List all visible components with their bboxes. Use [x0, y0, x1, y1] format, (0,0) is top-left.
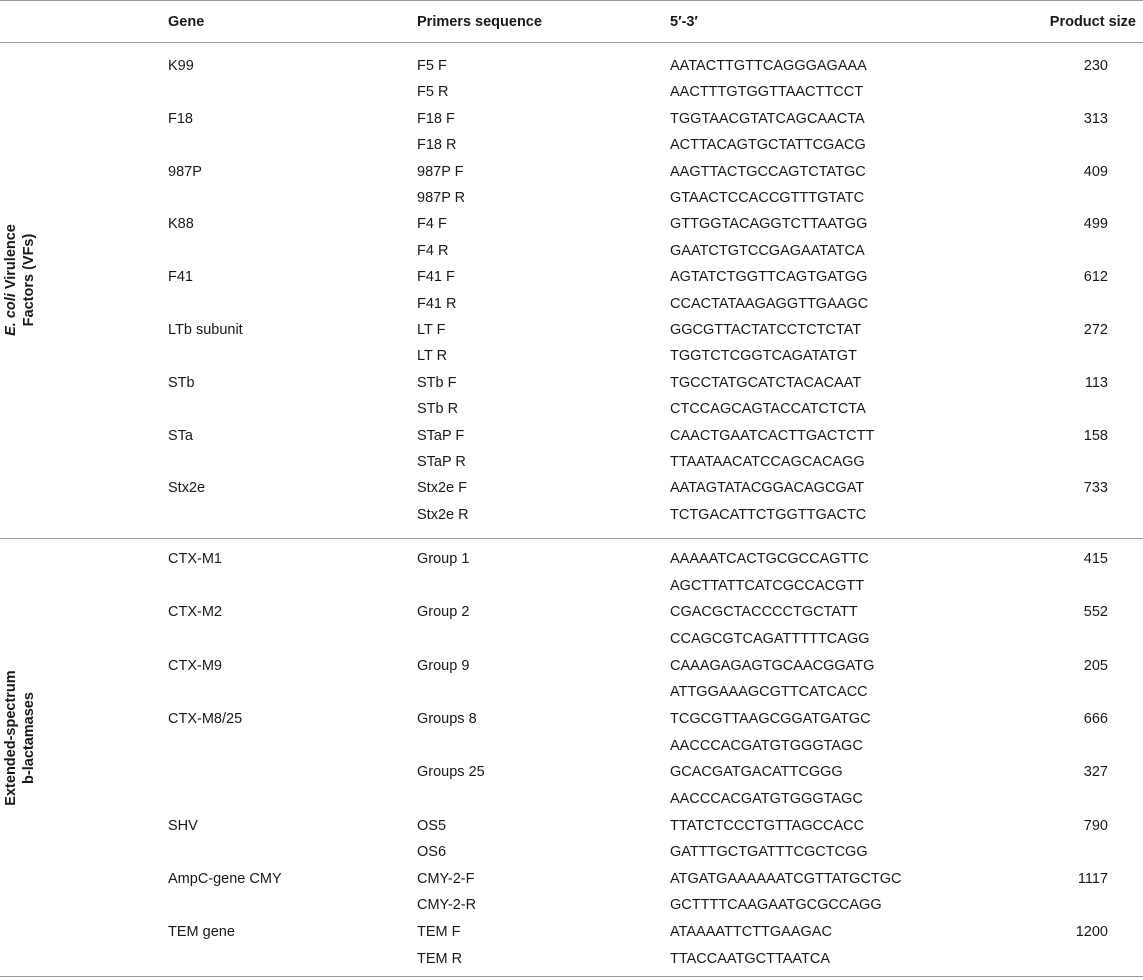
row-primer: OS5	[417, 817, 447, 834]
row-primer: STb R	[417, 401, 459, 418]
row-gene: K99	[168, 58, 194, 74]
row-gene: TEM gene	[168, 924, 235, 941]
row-gene: STa	[168, 427, 193, 444]
group-label-virulence-line2: Factors (VFs)	[21, 233, 37, 327]
row-sequence: ATTGGAAAGCGTTCATCACC	[670, 684, 868, 701]
row-gene: STb	[168, 374, 195, 391]
row-sequence: GTTGGTACAGGTCTTAATGG	[670, 216, 868, 233]
row-primer: Stx2e R	[417, 506, 469, 523]
row-sequence: CAACTGAATCACTTGACTCTT	[670, 427, 875, 444]
row-primer: Group 2	[417, 604, 470, 621]
top-rule	[0, 0, 1143, 1]
row-sequence: TTAATAACATCCAGCACAGG	[670, 454, 865, 470]
row-product-size: 1117	[1077, 870, 1108, 887]
row-primer: STaP F	[417, 427, 465, 444]
row-product-size: 313	[1083, 110, 1108, 127]
row-primer: F41 R	[417, 295, 457, 312]
row-sequence: CGACGCTACCCCTGCTATT	[670, 604, 858, 621]
row-gene: CTX-M9	[168, 657, 222, 674]
group-label-esbl-line1: Extended-spectrum	[3, 670, 19, 806]
row-primer: Group 1	[417, 551, 470, 567]
row-product-size: 409	[1083, 163, 1108, 180]
header-sequence: 5′-3′	[670, 14, 698, 30]
header-primers: Primers sequence	[417, 14, 542, 30]
row-primer: F18 F	[417, 110, 455, 127]
row-primer: F5 F	[417, 58, 447, 74]
row-primer: STaP R	[417, 454, 466, 470]
group-label-esbl	[2, 638, 38, 838]
header-gene: Gene	[168, 14, 205, 30]
row-sequence: AACCCACGATGTGGGTAGC	[670, 790, 863, 807]
row-gene: CTX-M2	[168, 604, 222, 621]
row-product-size: 327	[1083, 764, 1108, 781]
row-sequence: ATAAAATTCTTGAAGAC	[670, 924, 832, 941]
row-sequence: TGGTAACGTATCAGCAACTA	[670, 110, 865, 127]
row-gene: LTb subunit	[168, 322, 243, 338]
header-rule	[0, 42, 1143, 43]
row-primer: CMY-2-F	[417, 870, 475, 887]
row-primer: Groups 8	[417, 710, 477, 727]
row-product-size: 499	[1083, 216, 1108, 233]
bottom-rule	[0, 976, 1143, 977]
row-sequence: CCAGCGTCAGATTTTTCAGG	[670, 630, 870, 647]
row-sequence: AACCCACGATGTGGGTAGC	[670, 737, 863, 754]
group-label-virulence	[2, 180, 38, 380]
row-sequence: GAATCTGTCCGAGAATATCA	[670, 242, 865, 259]
row-sequence: TTACCAATGCTTAATCA	[670, 950, 831, 967]
row-primer: OS6	[417, 844, 447, 861]
row-primer: Groups 25	[417, 764, 485, 781]
row-sequence: GCTTTTCAAGAATGCGCCAGG	[670, 897, 882, 914]
row-primer: LT F	[417, 322, 446, 338]
row-sequence: ACTTACAGTGCTATTCGACG	[670, 137, 866, 154]
row-gene: CTX-M8/25	[168, 710, 243, 727]
row-sequence: GATTTGCTGATTTCGCTCGG	[670, 844, 868, 861]
row-sequence: TTATCTCCCTGTTAGCCACC	[670, 817, 865, 834]
row-primer: TEM F	[417, 924, 461, 941]
row-primer: F4 R	[417, 242, 449, 259]
row-product-size: 1200	[1075, 924, 1108, 941]
row-primer: Stx2e F	[417, 480, 467, 497]
row-sequence: AACTTTGTGGTTAACTTCCT	[670, 84, 864, 101]
row-primer: F4 F	[417, 216, 447, 233]
row-sequence: AGCTTATTCATCGCCACGTT	[670, 577, 865, 594]
row-product-size: 113	[1084, 374, 1108, 391]
row-product-size: 158	[1083, 427, 1108, 444]
row-sequence: CCACTATAAGAGGTTGAAGC	[670, 295, 869, 312]
row-sequence: TCTGACATTCTGGTTGACTC	[670, 506, 867, 523]
row-primer: STb F	[417, 374, 457, 391]
row-gene: Stx2e	[168, 480, 206, 497]
row-sequence: ATGATGAAAAAATCGTTATGCTGC	[670, 870, 902, 887]
row-gene: F18	[168, 110, 193, 127]
row-product-size: 790	[1083, 817, 1108, 834]
row-sequence: TGCCTATGCATCTACACAAT	[670, 374, 862, 391]
row-product-size: 733	[1083, 480, 1108, 497]
row-primer: 987P R	[417, 190, 466, 206]
row-sequence: AAAAATCACTGCGCCAGTTC	[670, 551, 869, 567]
group-label-virulence-rest: Virulence	[3, 224, 19, 294]
row-gene: 987P	[168, 163, 202, 180]
row-sequence: GCACGATGACATTCGGG	[670, 764, 843, 781]
ecoli-italic: E. coli	[3, 293, 19, 336]
row-product-size: 612	[1083, 269, 1108, 286]
row-primer: F41 F	[417, 269, 455, 286]
row-primer: TEM R	[417, 950, 463, 967]
row-sequence: AATAGTATACGGACAGCGAT	[670, 480, 865, 497]
group-divider	[0, 538, 1143, 539]
group-label-esbl-line2: b-lactamases	[21, 692, 37, 784]
row-primer: CMY-2-R	[417, 897, 477, 914]
row-gene: CTX-M1	[168, 551, 222, 567]
row-sequence: GTAACTCCACCGTTTGTATC	[670, 190, 865, 206]
header-product-size: Product size	[1049, 14, 1136, 30]
row-product-size: 230	[1083, 58, 1108, 74]
row-primer: LT R	[417, 348, 448, 365]
row-gene: F41	[168, 269, 193, 286]
row-primer: Group 9	[417, 657, 470, 674]
row-primer: F18 R	[417, 137, 457, 154]
row-product-size: 272	[1083, 322, 1108, 338]
row-sequence: AATACTTGTTCAGGGAGAAA	[670, 58, 867, 74]
row-primer: 987P F	[417, 163, 464, 180]
row-product-size: 415	[1083, 551, 1108, 567]
row-sequence: TGGTCTCGGTCAGATATGT	[670, 348, 857, 365]
row-gene: AmpC-gene CMY	[168, 870, 282, 887]
row-sequence: TCGCGTTAAGCGGATGATGC	[670, 710, 871, 727]
row-product-size: 205	[1083, 657, 1108, 674]
row-product-size: 552	[1083, 604, 1108, 621]
row-product-size: 666	[1083, 710, 1108, 727]
row-sequence: AAGTTACTGCCAGTCTATGC	[670, 163, 866, 180]
row-sequence: GGCGTTACTATCCTCTCTAT	[670, 322, 862, 338]
row-sequence: CAAAGAGAGTGCAACGGATG	[670, 657, 875, 674]
row-gene: SHV	[168, 817, 198, 834]
row-primer: F5 R	[417, 84, 449, 101]
row-sequence: CTCCAGCAGTACCATCTCTA	[670, 401, 866, 418]
row-gene: K88	[168, 216, 194, 233]
row-sequence: AGTATCTGGTTCAGTGATGG	[670, 269, 868, 286]
